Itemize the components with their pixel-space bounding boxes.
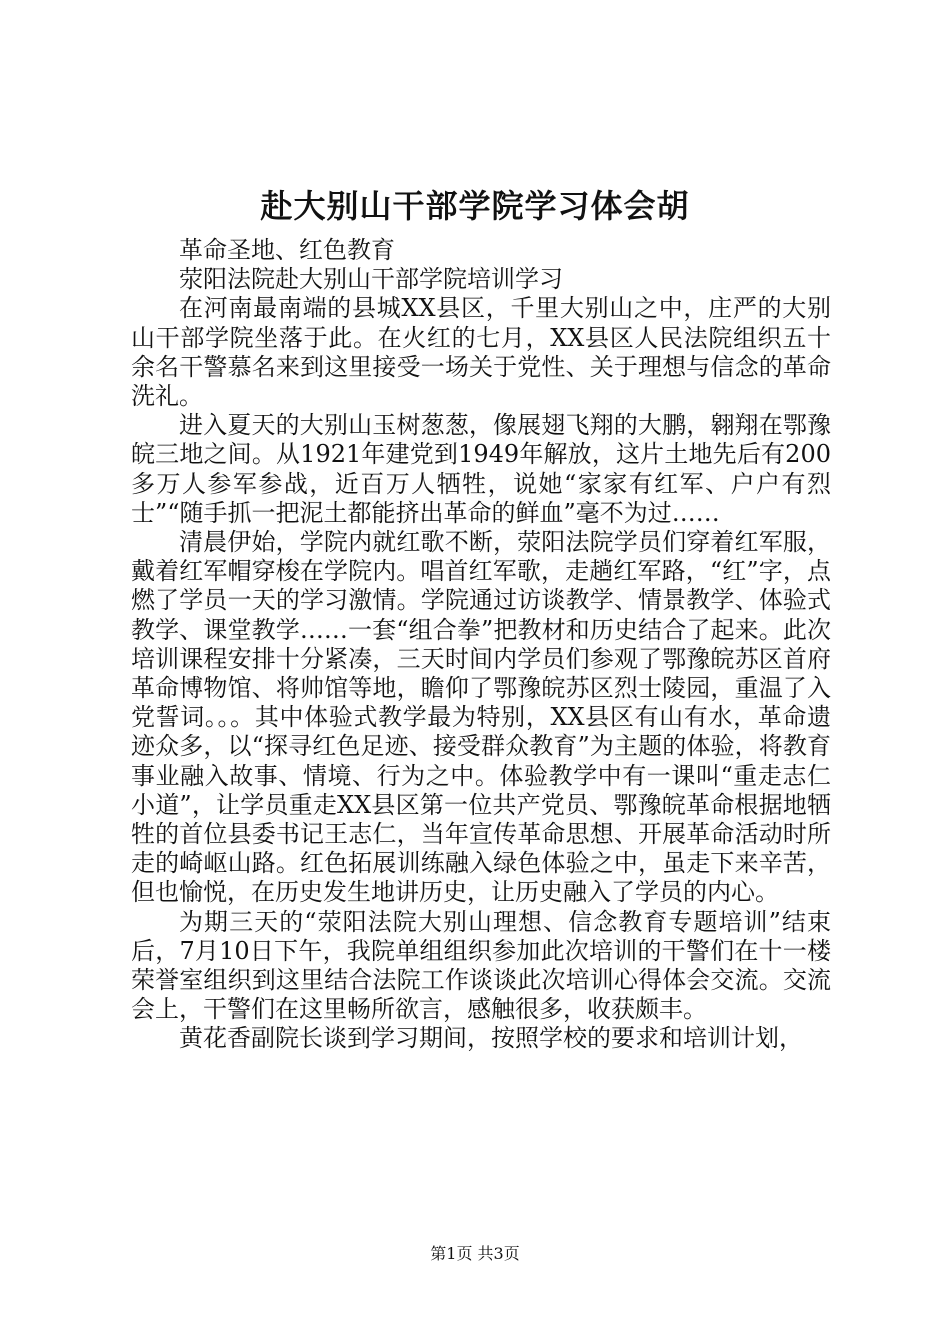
subtitle-line: 荥阳法院赴大别山干部学院培训学习 [179,265,563,294]
body-paragraph: 为期三天的“荥阳法院大别山理想、信念教育专题培训”结束后，7月10日下午，我院单组组织参加此次培训的干警们在十一楼荣誉室组织到这里结合法院工作谈谈此次培训心得体会交流。交流会上，干警们在这里畅所欲言，感触很多，收获颇丰。 [131,907,831,1024]
body-paragraph: 黄花香副院长谈到学习期间，按照学校的要求和培训计划， [179,1024,803,1053]
document-body [131,236,831,1054]
document-title: 赴大别山干部学院学习体会胡 [260,187,690,225]
page-footer: 第1页 共3页 [430,1244,520,1263]
body-paragraph: 在河南最南端的县城XX县区，千里大别山之中，庄严的大别山干部学院坐落于此。在火红的七月，XX县区人民法院组织五十余名干警慕名来到这里接受一场关于党性、关于理想与信念的革命洗礼。 [131,294,831,411]
subtitle-line: 革命圣地、红色教育 [179,236,395,264]
body-paragraph: 清晨伊始，学院内就红歌不断，荥阳法院学员们穿着红军服，戴着红军帽穿梭在学院内。唱首红军歌，走趟红军路，“红”字，点燃了学员一天的学习激情。学院通过访谈教学、情景教学、体验式教学、课堂教学……一套“组合拳”把教材和历史结合了起来。此次培训课程安排十分紧凑，三天时间内学员们参观了鄂豫皖苏区首府革命博物馆、将帅馆等地，瞻仰了鄂豫皖苏区烈士陵园，重温了入党誓词。。。其中体验式教学最为特别，XX县区有山有水，革命遗迹众多，以“探寻红色足迹、接受群众教育”为主题的体验，将教育事业融入故事、情境、行为之中。体验教学中有一课叫“重走志仁小道”，让学员重走XX县区第一位共产党员、鄂豫皖革命根据地牺牲的首位县委书记王志仁，当年宣传革命思想、开展革命活动时所走的崎岖山路。红色拓展训练融入绿色体验之中，虽走下来辛苦，但也愉悦，在历史发生地讲历史，让历史融入了学员的内心。 [131,528,831,907]
body-paragraph: 进入夏天的大别山玉树葱葱，像展翅飞翔的大鹏，翱翔在鄂豫皖三地之间。从1921年建党到1949年解放，这片土地先后有200多万人参军参战，近百万人牺牲，说她“家家有红军、户户有烈士”“随手抓一把泥土都能挤出革命的鲜血”毫不为过…… [131,411,831,527]
